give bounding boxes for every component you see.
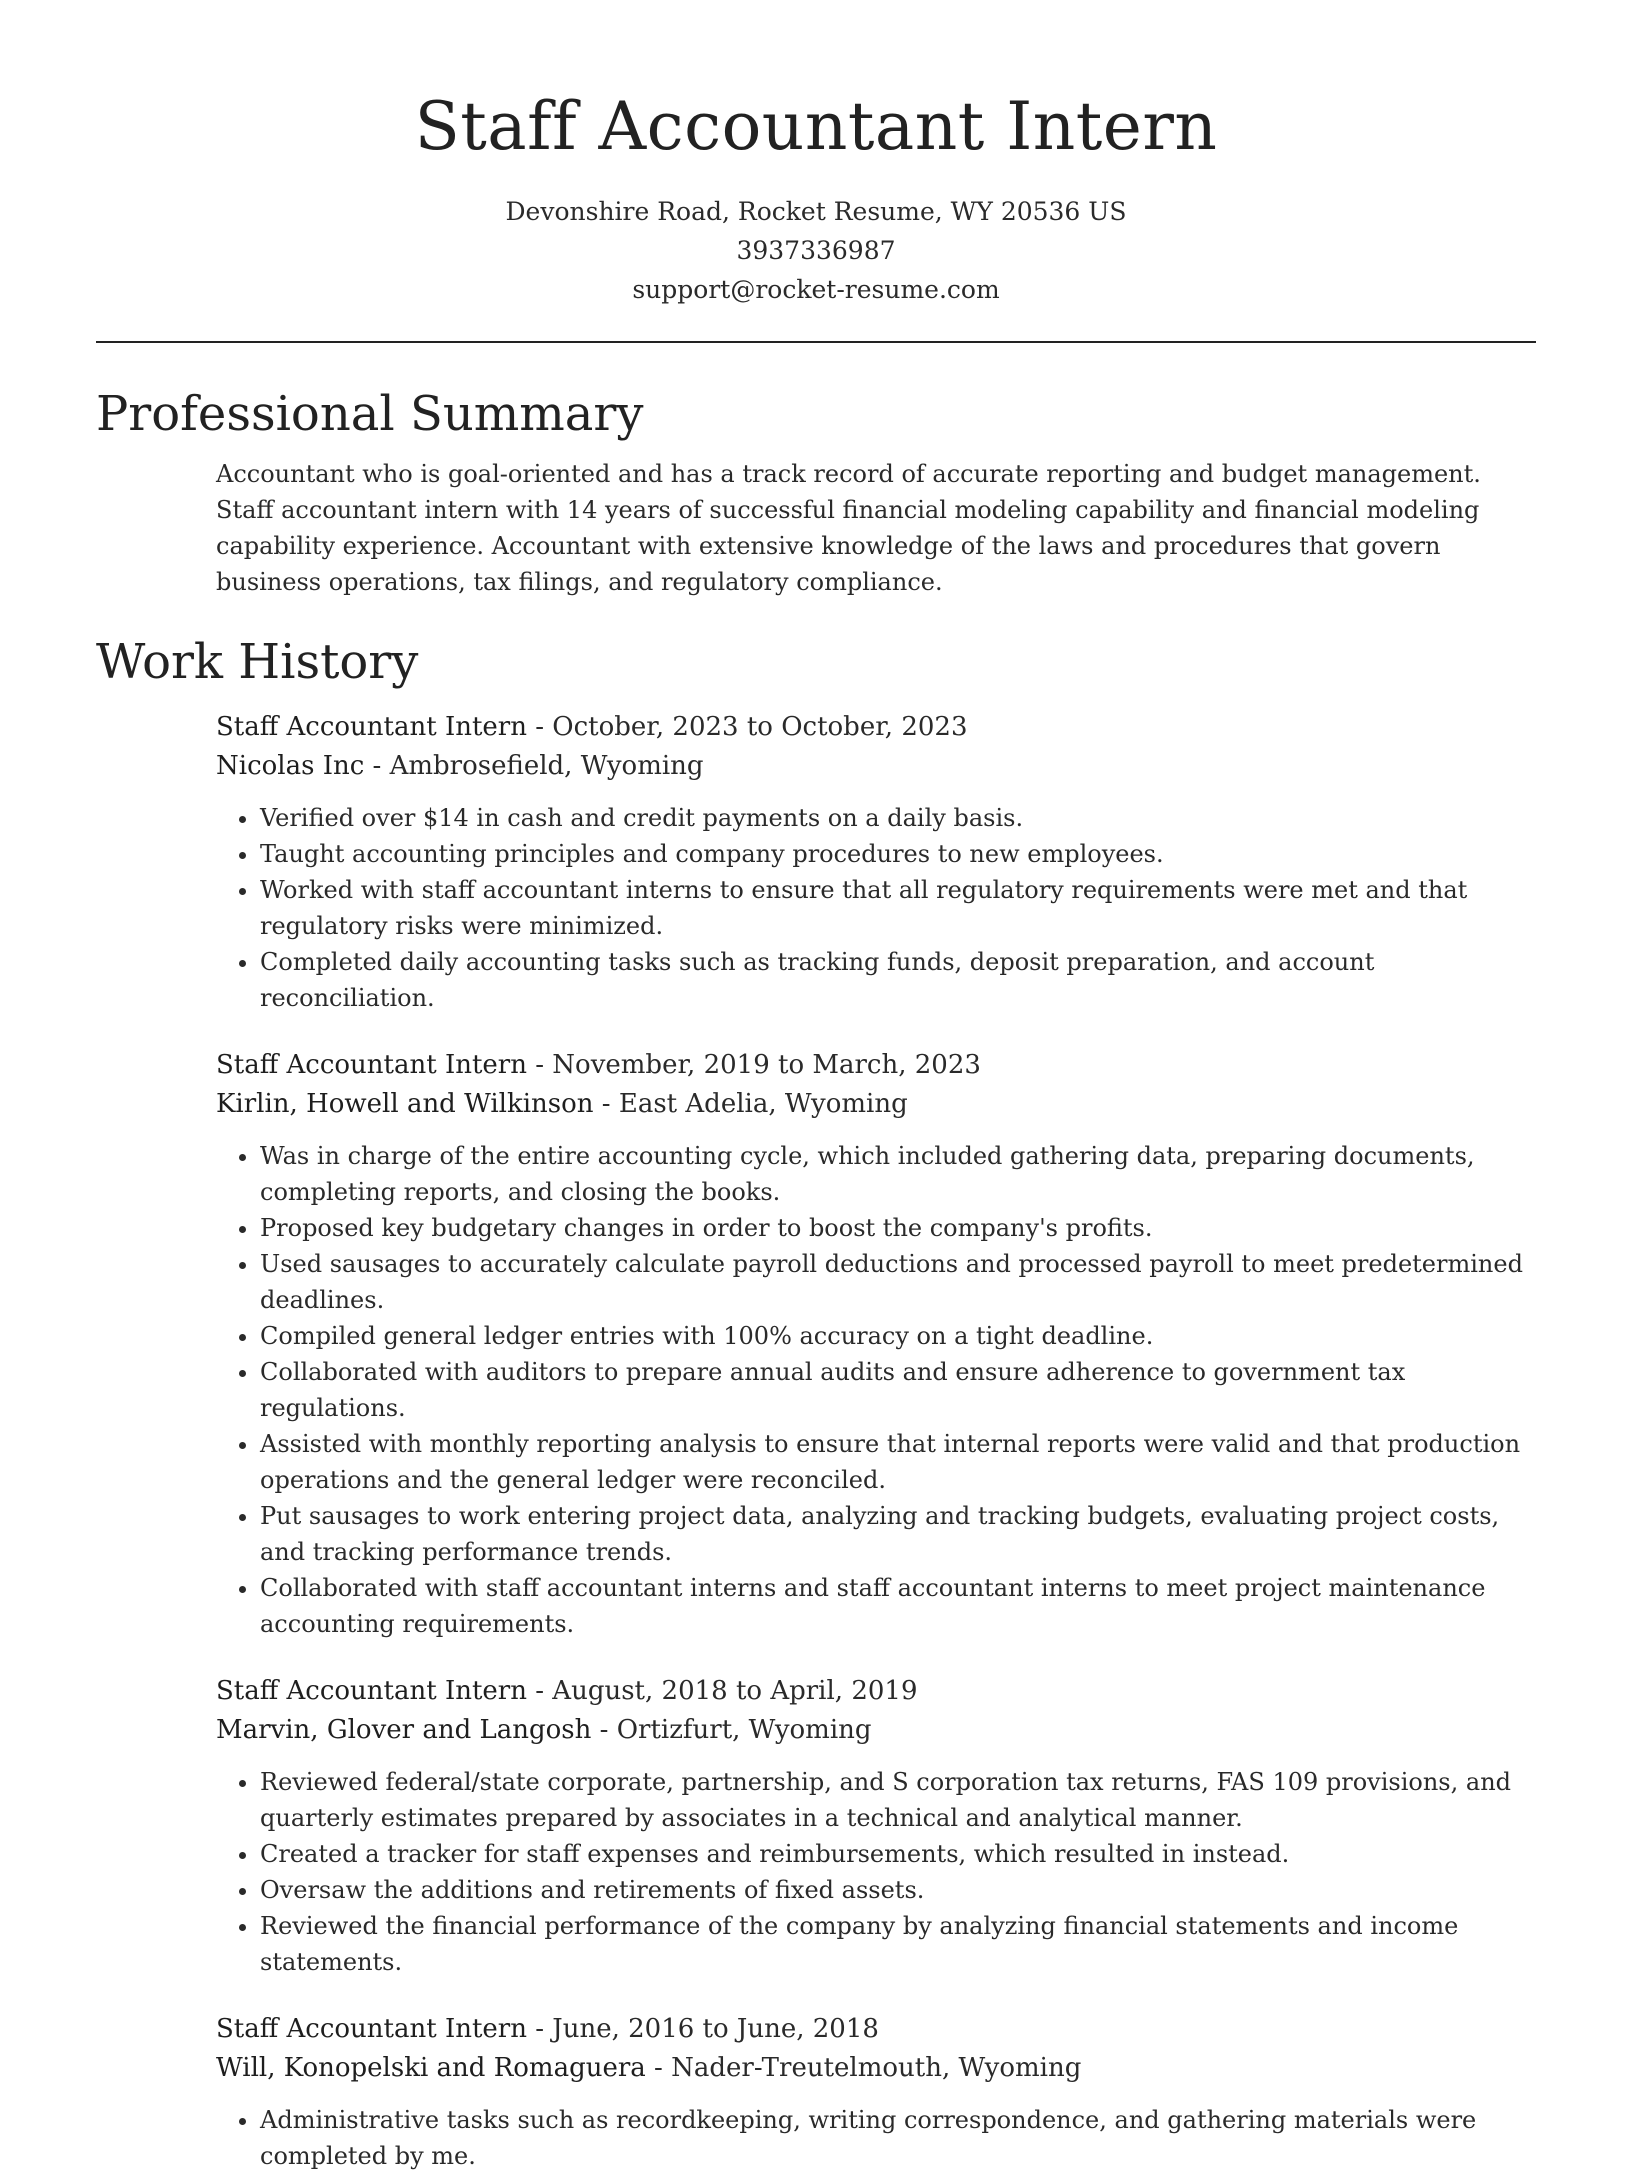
job-location: - Nader-Treutelmouth, Wyoming	[645, 2053, 1082, 2083]
job-bullets	[216, 800, 1536, 1016]
job-company: Marvin, Glover and Langosh	[216, 1715, 592, 1745]
section-title-work-history: Work History	[96, 634, 419, 690]
job-company: Nicolas Inc	[216, 751, 365, 781]
job-dates: - November, 2019 to March, 2023	[526, 1050, 981, 1080]
section-title-summary: Professional Summary	[96, 386, 644, 442]
job-company: Kirlin, Howell and Wilkinson	[216, 1089, 594, 1119]
job-location: - Ortizfurt, Wyoming	[591, 1715, 872, 1745]
job-company-line	[216, 2049, 1536, 2088]
address: Devonshire Road, Rocket Resume, WY 20536 US	[505, 197, 1127, 226]
job-dates: - August, 2018 to April, 2019	[526, 1676, 918, 1706]
job-entry	[216, 1046, 1536, 1642]
job-title-line	[216, 708, 1536, 747]
job-title: Staff Accountant Intern	[216, 2014, 527, 2044]
job-location: - Ambrosefield, Wyoming	[364, 751, 704, 781]
bullet-item: • Administrative tasks such as recordkeeping, writing correspondence, and gathering materials were completed by me.	[260, 2102, 1536, 2174]
job-title-line	[216, 2010, 1536, 2049]
job-company-line	[216, 1085, 1536, 1124]
bullet-item: • Proposed key budgetary changes in order to boost the company's profits.	[260, 1210, 1536, 1246]
bullet-item: • Collaborated with staff accountant interns and staff accountant interns to meet project maintenance accounting requirements.	[260, 1570, 1536, 1642]
job-title: Staff Accountant Intern	[216, 712, 527, 742]
professional-summary-section	[96, 384, 1536, 600]
summary-text: Accountant who is goal-oriented and has a track record of accurate reporting and budget management. Staff accountant intern with 14 years of successful financial modeling capability and financial modeling capability experience. Accountant with extensive knowledge of the laws and procedures that govern business operations, tax filings, and regulatory compliance.	[216, 460, 1481, 596]
job-company: Will, Konopelski and Romaguera	[216, 2053, 646, 2083]
job-bullets	[216, 1764, 1536, 1980]
bullet-item: • Compiled general ledger entries with 100% accuracy on a tight deadline.	[260, 1318, 1536, 1354]
job-company-line	[216, 747, 1536, 786]
job-list	[216, 708, 1536, 2174]
candidate-name: Staff Accountant Intern	[414, 88, 1218, 165]
bullet-item: • Reviewed federal/state corporate, partnership, and S corporation tax returns, FAS 109 provisions, and quarterly estimates prepared by associates in a technical and analytical manner.	[260, 1764, 1536, 1836]
job-title: Staff Accountant Intern	[216, 1676, 527, 1706]
bullet-item: • Assisted with monthly reporting analysis to ensure that internal reports were valid and that production operations and the general ledger were reconciled.	[260, 1426, 1536, 1498]
job-bullets	[216, 2102, 1536, 2174]
bullet-item: • Created a tracker for staff expenses and reimbursements, which resulted in instead.	[260, 1836, 1536, 1872]
work-history-section	[96, 632, 1536, 2174]
bullet-item: • Taught accounting principles and company procedures to new employees.	[260, 836, 1536, 872]
bullet-item: • Put sausages to work entering project data, analyzing and tracking budgets, evaluating project costs, and tracking performance trends.	[260, 1498, 1536, 1570]
job-location: - East Adelia, Wyoming	[593, 1089, 908, 1119]
job-title-line	[216, 1672, 1536, 1711]
phone: 3937336987	[736, 236, 896, 265]
bullet-item: • Reviewed the financial performance of the company by analyzing financial statements and income statements.	[260, 1908, 1536, 1980]
bullet-item: • Verified over $14 in cash and credit payments on a daily basis.	[260, 800, 1536, 836]
job-entry	[216, 708, 1536, 1016]
bullet-item: • Worked with staff accountant interns to ensure that all regulatory requirements were met and that regulatory risks were minimized.	[260, 872, 1536, 944]
job-title-line	[216, 1046, 1536, 1085]
bullet-item: • Collaborated with auditors to prepare annual audits and ensure adherence to government tax regulations.	[260, 1354, 1536, 1426]
header-divider	[96, 341, 1536, 343]
resume-header	[0, 0, 1632, 309]
job-dates: - June, 2016 to June, 2018	[526, 2014, 879, 2044]
job-dates: - October, 2023 to October, 2023	[526, 712, 968, 742]
bullet-item: • Oversaw the additions and retirements of fixed assets.	[260, 1872, 1536, 1908]
job-title: Staff Accountant Intern	[216, 1050, 527, 1080]
job-company-line	[216, 1711, 1536, 1750]
bullet-item: • Used sausages to accurately calculate payroll deductions and processed payroll to meet predetermined deadlines.	[260, 1246, 1536, 1318]
job-bullets	[216, 1138, 1536, 1642]
contact-block	[0, 192, 1632, 309]
job-entry	[216, 2010, 1536, 2174]
job-entry	[216, 1672, 1536, 1980]
bullet-item: • Completed daily accounting tasks such as tracking funds, deposit preparation, and account reconciliation.	[260, 944, 1536, 1016]
email: support@rocket-resume.com	[632, 275, 1000, 304]
bullet-item: • Was in charge of the entire accounting cycle, which included gathering data, preparing documents, completing reports, and closing the books.	[260, 1138, 1536, 1210]
